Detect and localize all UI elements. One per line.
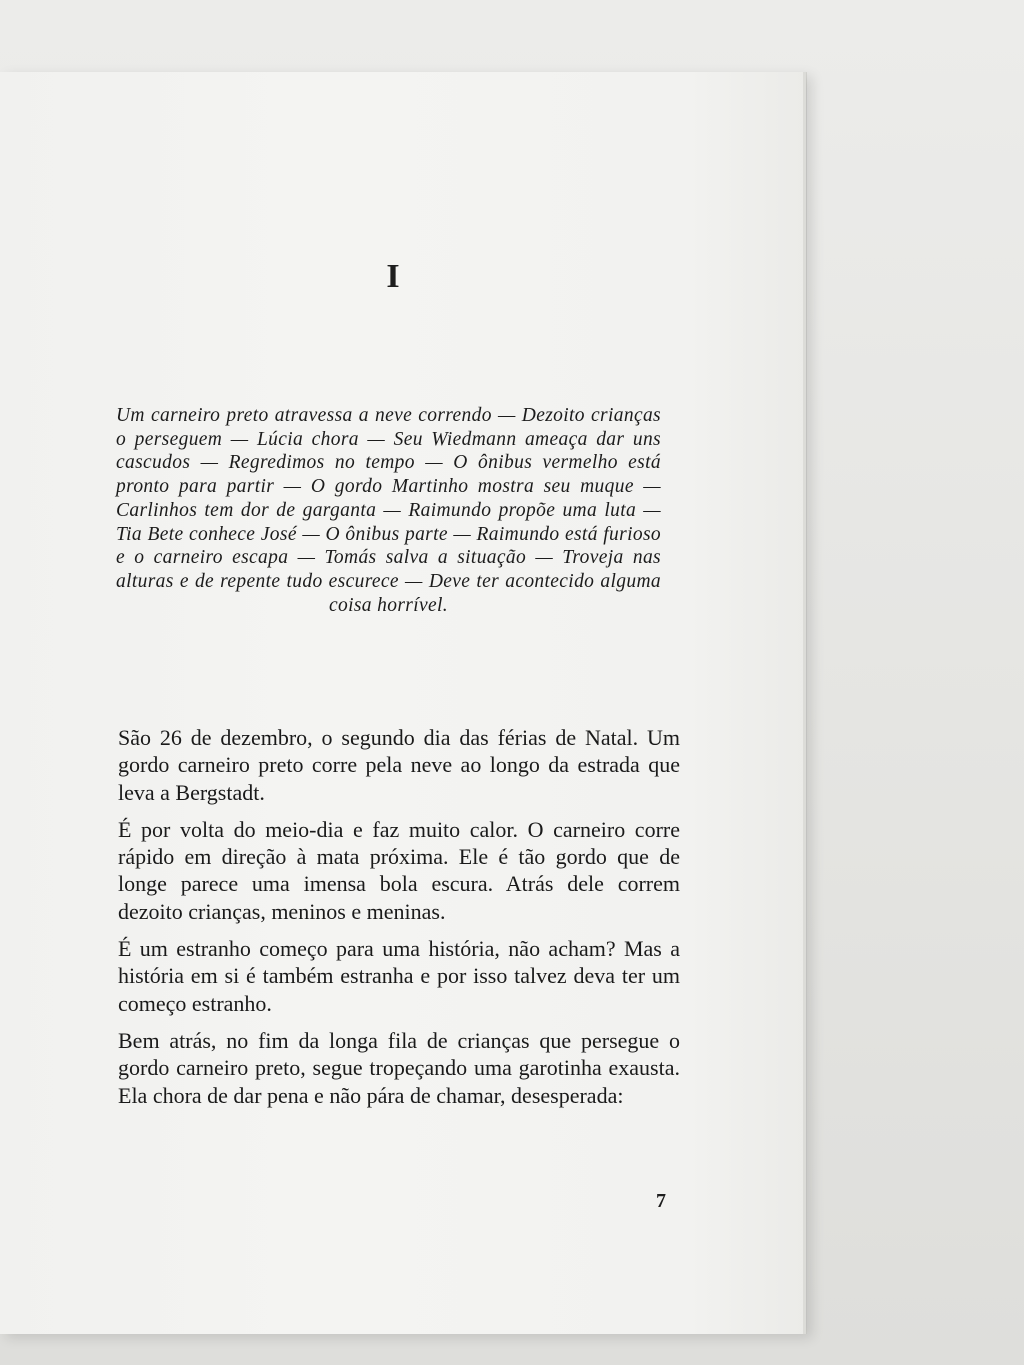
body-text xyxy=(118,724,680,1119)
paragraph: São 26 de dezembro, o segundo dia das férias de Natal. Um gordo carneiro preto corre pela neve ao longo da estrada que leva a Bergstadt. xyxy=(118,725,680,805)
chapter-number: I xyxy=(386,258,400,295)
paragraph: É por volta do meio-dia e faz muito calor. O carneiro corre rápido em direção à mata próxima. Ele é tão gordo que de longe parece uma imensa bola escura. Atrás dele correm dezoito crianças, meninos e meninas. xyxy=(118,816,680,924)
page-edge xyxy=(803,72,806,1334)
paragraph: É um estranho começo para uma história, não acham? Mas a história em si é também estranha e por isso talvez deva ter um começo estranho. xyxy=(118,936,680,1016)
chapter-summary: Um carneiro preto atravessa a neve correndo — Dezoito crianças o perseguem — Lúcia chora — Seu Wiedmann ameaça dar uns cascudos — Regredimos no tempo — O ônibus vermelho está pronto para partir — O gordo Martinho mostra seu muque — Carlinhos tem dor de garganta — Raimundo propõe uma luta — Tia Bete conhece José — O ônibus parte — Raimundo está furioso e o carneiro escapa — Tomás salva a situação — Troveja nas alturas e de repente tudo escurece — Deve ter acontecido alguma coisa horrível. xyxy=(116,405,661,616)
page-number: 7 xyxy=(656,1190,666,1212)
paragraph: Bem atrás, no fim da longa fila de crianças que persegue o gordo carneiro preto, segue tropeçando uma garotinha exausta. Ela chora de dar pena e não pára de chamar, desesperada: xyxy=(118,1027,680,1108)
